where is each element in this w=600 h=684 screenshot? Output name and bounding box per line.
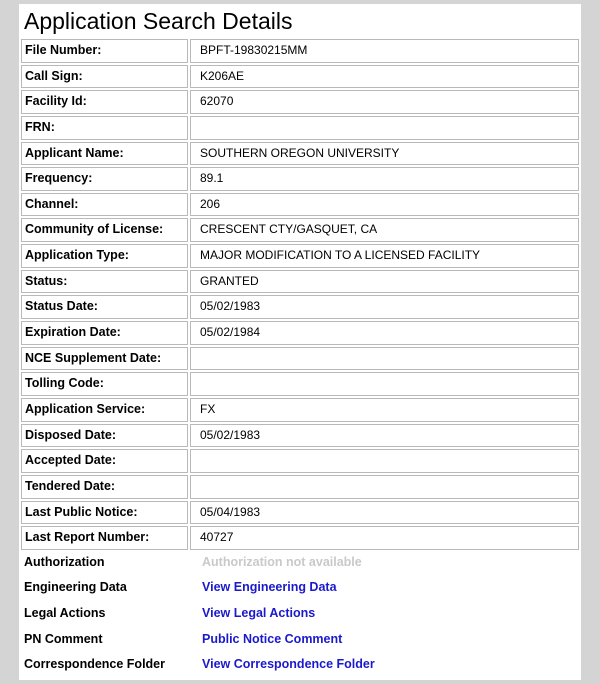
field-value: FX: [190, 398, 579, 422]
field-value: MAJOR MODIFICATION TO A LICENSED FACILITY: [190, 244, 579, 268]
view-correspondence-folder-link[interactable]: View Correspondence Folder: [202, 657, 375, 672]
field-value: [190, 449, 579, 473]
field-label: Call Sign:: [21, 65, 188, 89]
field-label: Application Type:: [21, 244, 188, 268]
field-value: [190, 347, 579, 371]
field-value: 05/04/1983: [190, 501, 579, 525]
field-label: Tendered Date:: [21, 475, 188, 499]
view-engineering-data-link[interactable]: View Engineering Data: [202, 580, 337, 595]
field-value: 62070: [190, 90, 579, 114]
row-frn: [21, 116, 579, 140]
row-tolling-code: [21, 372, 579, 396]
field-value: [190, 116, 579, 140]
field-label: Community of License:: [21, 218, 188, 242]
row-frequency: [21, 167, 579, 191]
field-value: SOUTHERN OREGON UNIVERSITY: [190, 142, 579, 166]
field-value: 05/02/1983: [190, 295, 579, 319]
public-notice-comment-link[interactable]: Public Notice Comment: [202, 631, 343, 646]
row-last-public-notice: [21, 501, 579, 525]
row-nce-supplement-date: [21, 347, 579, 371]
field-label: Disposed Date:: [21, 424, 188, 448]
row-call-sign: [21, 65, 579, 89]
field-label: Application Service:: [21, 398, 188, 422]
row-channel: [21, 193, 579, 217]
row-application-type: [21, 244, 579, 268]
field-label: Channel:: [21, 193, 188, 217]
field-label: Tolling Code:: [21, 372, 188, 396]
field-label: Correspondence Folder: [21, 654, 188, 678]
field-value: 206: [190, 193, 579, 217]
field-value: 05/02/1984: [190, 321, 579, 345]
row-last-report-number: [21, 526, 579, 550]
field-label: FRN:: [21, 116, 188, 140]
authorization-unavailable-text: Authorization not available: [202, 554, 362, 569]
field-label: Accepted Date:: [21, 449, 188, 473]
row-legal-actions: [21, 603, 579, 627]
field-label: Engineering Data: [21, 577, 188, 601]
field-label: Last Public Notice:: [21, 501, 188, 525]
field-value: 05/02/1983: [190, 424, 579, 448]
field-value: [190, 372, 579, 396]
row-pn-comment: [21, 629, 579, 653]
row-engineering-data: [21, 577, 579, 601]
view-legal-actions-link[interactable]: View Legal Actions: [202, 606, 316, 621]
field-value: 89.1: [190, 167, 579, 191]
field-label: Last Report Number:: [21, 526, 188, 550]
field-value: [190, 475, 579, 499]
field-value: GRANTED: [190, 270, 579, 294]
field-label: NCE Supplement Date:: [21, 347, 188, 371]
row-application-service: [21, 398, 579, 422]
row-facility-id: [21, 90, 579, 114]
row-accepted-date: [21, 449, 579, 473]
field-value: K206AE: [190, 65, 579, 89]
field-label: Frequency:: [21, 167, 188, 191]
row-community-of-license: [21, 218, 579, 242]
field-label: Status:: [21, 270, 188, 294]
row-disposed-date: [21, 424, 579, 448]
details-table: [21, 39, 579, 680]
field-label: Legal Actions: [21, 603, 188, 627]
row-status: [21, 270, 579, 294]
field-value: 40727: [190, 526, 579, 550]
field-label: Facility Id:: [21, 90, 188, 114]
row-expiration-date: [21, 321, 579, 345]
row-status-date: [21, 295, 579, 319]
row-applicant-name: [21, 142, 579, 166]
field-label: Authorization: [21, 552, 188, 576]
field-label: Expiration Date:: [21, 321, 188, 345]
details-panel: [19, 4, 581, 680]
field-value: BPFT-19830215MM: [190, 39, 579, 63]
field-label: Status Date:: [21, 295, 188, 319]
field-label: PN Comment: [21, 629, 188, 653]
row-tendered-date: [21, 475, 579, 499]
field-value: CRESCENT CTY/GASQUET, CA: [190, 218, 579, 242]
row-file-number: [21, 39, 579, 63]
row-authorization: [21, 552, 579, 576]
page-title: Application Search Details: [24, 8, 293, 34]
row-correspondence-folder: [21, 654, 579, 678]
field-label: Applicant Name:: [21, 142, 188, 166]
field-label: File Number:: [21, 39, 188, 63]
